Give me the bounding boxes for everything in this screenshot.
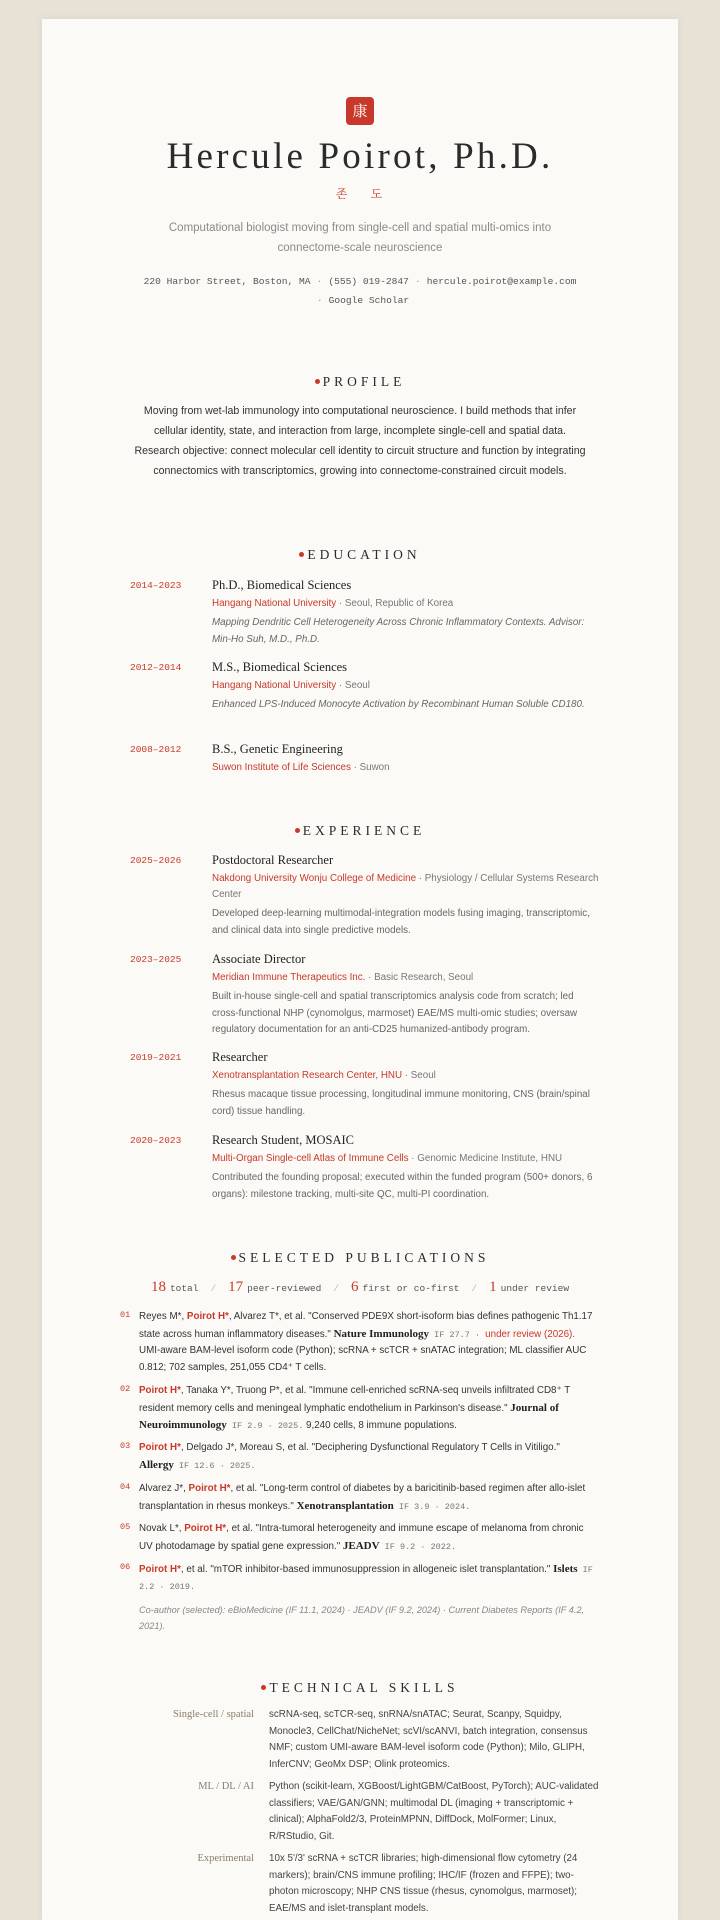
tagline: Computational biologist moving from single-cell and spatial multi-omics into connectome-scale neuroscience bbox=[168, 222, 552, 254]
bullet-dot bbox=[295, 828, 300, 833]
pub-index: 01 bbox=[120, 1310, 131, 1320]
institution: Suwon Institute of Life Sciences bbox=[212, 762, 351, 773]
entry-dates: 2023–2025 bbox=[130, 954, 182, 965]
email-link[interactable]: hercule.poirot@example.com bbox=[426, 276, 577, 287]
bullet-dot bbox=[299, 552, 304, 557]
location: · Seoul, Republic of Korea bbox=[336, 598, 454, 609]
stat-label: first or co-first bbox=[362, 1283, 460, 1294]
job-title: Research Student, MOSAIC bbox=[212, 1133, 354, 1147]
organization: Multi-Organ Single-cell Atlas of Immune Cells bbox=[212, 1153, 409, 1164]
pub-index: 06 bbox=[120, 1562, 131, 1572]
journal-name: Allergy bbox=[139, 1458, 174, 1471]
thesis-note: Mapping Dendritic Cell Heterogeneity Across Chronic Inflammatory Contexts. Advisor: Min-Ho Suh, M.D., Ph.D. bbox=[212, 617, 585, 645]
skill-list: 10x 5'/3' scRNA + scTCR libraries; high-dimensional flow cytometry (24 markers); brain/CNS immune profiling; IHC/IF (frozen and FFPE); two-photon microscopy; NHP CNS tissue (rhesus, cynomolgus, marmoset); EAE/MS and islet-transplant models. bbox=[269, 1853, 578, 1914]
skill-category: Single-cell / spatial bbox=[172, 1709, 254, 1720]
skill-list: scRNA-seq, scTCR-seq, snRNA/snATAC; Seurat, Scanpy, Squidpy, Monocle3, CellChat/NicheNet; scVI/scANVI, batch integration, consensus NMF; custom UMI-aware BAM-level isoform code (Python); Milo, GLIPH, InferCNV; GeoMx DSP; Olink proteomics. bbox=[269, 1709, 588, 1770]
stat-label: peer-reviewed bbox=[247, 1283, 322, 1294]
review-status: under review (2026). bbox=[485, 1328, 576, 1340]
stat-number: 17 bbox=[228, 1279, 244, 1295]
section-title-education: EDUCATION bbox=[0, 547, 720, 563]
job-title: Postdoctoral Researcher bbox=[212, 853, 334, 867]
google-scholar-link[interactable]: Google Scholar bbox=[328, 295, 410, 306]
section-title-skills: TECHNICAL SKILLS bbox=[0, 1680, 720, 1696]
profile-text: Moving from wet-lab immunology into computational neuroscience. I build methods that infer cellular identity, state, and interaction from large, incomplete single-cell and spatial data. Research objective: connect molecular cell identity to circuit structure and function by integrating connectomics with transcriptomics, growing into connectome-constrained circuit models. bbox=[134, 405, 586, 477]
entry-dates: 2025–2026 bbox=[130, 855, 182, 866]
institution: Hangang National University bbox=[212, 680, 337, 691]
bullet-dot bbox=[315, 379, 320, 384]
job-description: Rhesus macaque tissue processing, longitudinal immune monitoring, CNS (brain/spinal cord) tissue handling. bbox=[212, 1089, 590, 1117]
journal-name: JEADV bbox=[342, 1539, 380, 1552]
organization: Xenotransplantation Research Center, HNU bbox=[212, 1070, 403, 1081]
pub-index: 03 bbox=[120, 1441, 131, 1451]
stat-number: 6 bbox=[351, 1279, 359, 1295]
stat-label: total bbox=[169, 1283, 199, 1294]
stat-label: under review bbox=[500, 1283, 570, 1294]
degree: M.S., Biomedical Sciences bbox=[212, 660, 348, 674]
pub-index: 02 bbox=[120, 1384, 131, 1394]
job-description: Contributed the founding proposal; executed within the funded program (500+ donors, 6 organs): milestone tracking, multi-site QC, multi-PI coordination. bbox=[212, 1172, 593, 1200]
address: 220 Harbor Street, Boston, MA bbox=[143, 276, 311, 287]
stat-number: 18 bbox=[150, 1279, 166, 1295]
thesis-note: Enhanced LPS-Induced Monocyte Activation by Recombinant Human Soluble CD180. bbox=[212, 699, 585, 710]
pub-index: 04 bbox=[120, 1482, 131, 1492]
entry-dates: 2008–2012 bbox=[130, 744, 182, 755]
entry-dates: 2019–2021 bbox=[130, 1052, 182, 1063]
skill-list: Python (scikit-learn, XGBoost/LightGBM/CatBoost, PyTorch); AUC-validated classifiers; VAE/GAN/GNN; multimodal DL (imaging + transcriptomic + clinical); AlphaFold2/3, ProteinMPNN, DiffDock, MolFormer; Linux, R/RStudio, Git. bbox=[269, 1781, 599, 1842]
section-title-profile: PROFILE bbox=[0, 374, 720, 390]
job-title: Associate Director bbox=[212, 952, 306, 966]
location: · Basic Research, Seoul bbox=[365, 972, 474, 983]
degree: Ph.D., Biomedical Sciences bbox=[212, 578, 352, 592]
publication-stats: 18 total / 17 peer-reviewed / 6 first or co-first / 1 under review bbox=[150, 1279, 570, 1295]
journal-name: Xenotransplantation bbox=[296, 1499, 394, 1512]
job-title: Researcher bbox=[212, 1050, 268, 1064]
location: · Genomic Medicine Institute, HNU bbox=[408, 1153, 563, 1164]
contact-line: 220 Harbor Street, Boston, MA · (555) 019-2847 · hercule.poirot@example.com · Google Scholar bbox=[143, 276, 577, 306]
journal-name: Journal of Neuroimmunology bbox=[139, 1401, 559, 1431]
entry-dates: 2014–2023 bbox=[130, 580, 182, 591]
bullet-dot bbox=[261, 1685, 266, 1690]
organization: Nakdong University Wonju College of Medicine bbox=[212, 873, 417, 884]
pub-index: 05 bbox=[120, 1522, 131, 1532]
phone: (555) 019-2847 bbox=[328, 276, 409, 287]
seal-logo: 康 bbox=[346, 97, 374, 125]
degree: B.S., Genetic Engineering bbox=[212, 742, 343, 756]
page-title: Hercule Poirot, Ph.D. bbox=[166, 136, 554, 177]
job-description: Developed deep-learning multimodal-integration models fusing imaging, transcriptomic, and clinical data into single predictive models. bbox=[212, 908, 590, 936]
location: · Physiology / Cellular Systems Research Center bbox=[212, 873, 599, 900]
section-title-publications: SELECTED PUBLICATIONS bbox=[0, 1250, 720, 1266]
skill-category: ML / DL / AI bbox=[198, 1781, 254, 1792]
location: · Seoul bbox=[402, 1070, 436, 1081]
stat-number: 1 bbox=[489, 1279, 497, 1295]
institution: Hangang National University bbox=[212, 598, 337, 609]
coauthor-note: Co-author (selected): eBioMedicine (IF 11.1, 2024) · JEADV (IF 9.2, 2024) · Current Diabetes Reports (IF 4.2, 2021). bbox=[139, 1605, 585, 1631]
entry-dates: 2020–2023 bbox=[130, 1135, 182, 1146]
hangul-name: 존 도 bbox=[335, 187, 393, 201]
journal-name: Nature Immunology bbox=[333, 1327, 430, 1340]
organization: Meridian Immune Therapeutics Inc. bbox=[212, 972, 366, 983]
journal-name: Islets bbox=[553, 1563, 578, 1575]
location: · Seoul bbox=[336, 680, 370, 691]
entry-dates: 2012–2014 bbox=[130, 662, 182, 673]
bullet-dot bbox=[231, 1255, 236, 1260]
skill-category: Experimental bbox=[197, 1853, 254, 1864]
section-title-experience: EXPERIENCE bbox=[0, 823, 720, 839]
location: · Suwon bbox=[350, 762, 390, 773]
job-description: Built in-house single-cell and spatial transcriptomics analysis code from scratch; led cross-functional NHP (cynomolgus, marmoset) EAE/MS multi-omic studies; oversaw regulatory documentation for an anti-CD25 humanized-antibody program. bbox=[212, 991, 578, 1035]
